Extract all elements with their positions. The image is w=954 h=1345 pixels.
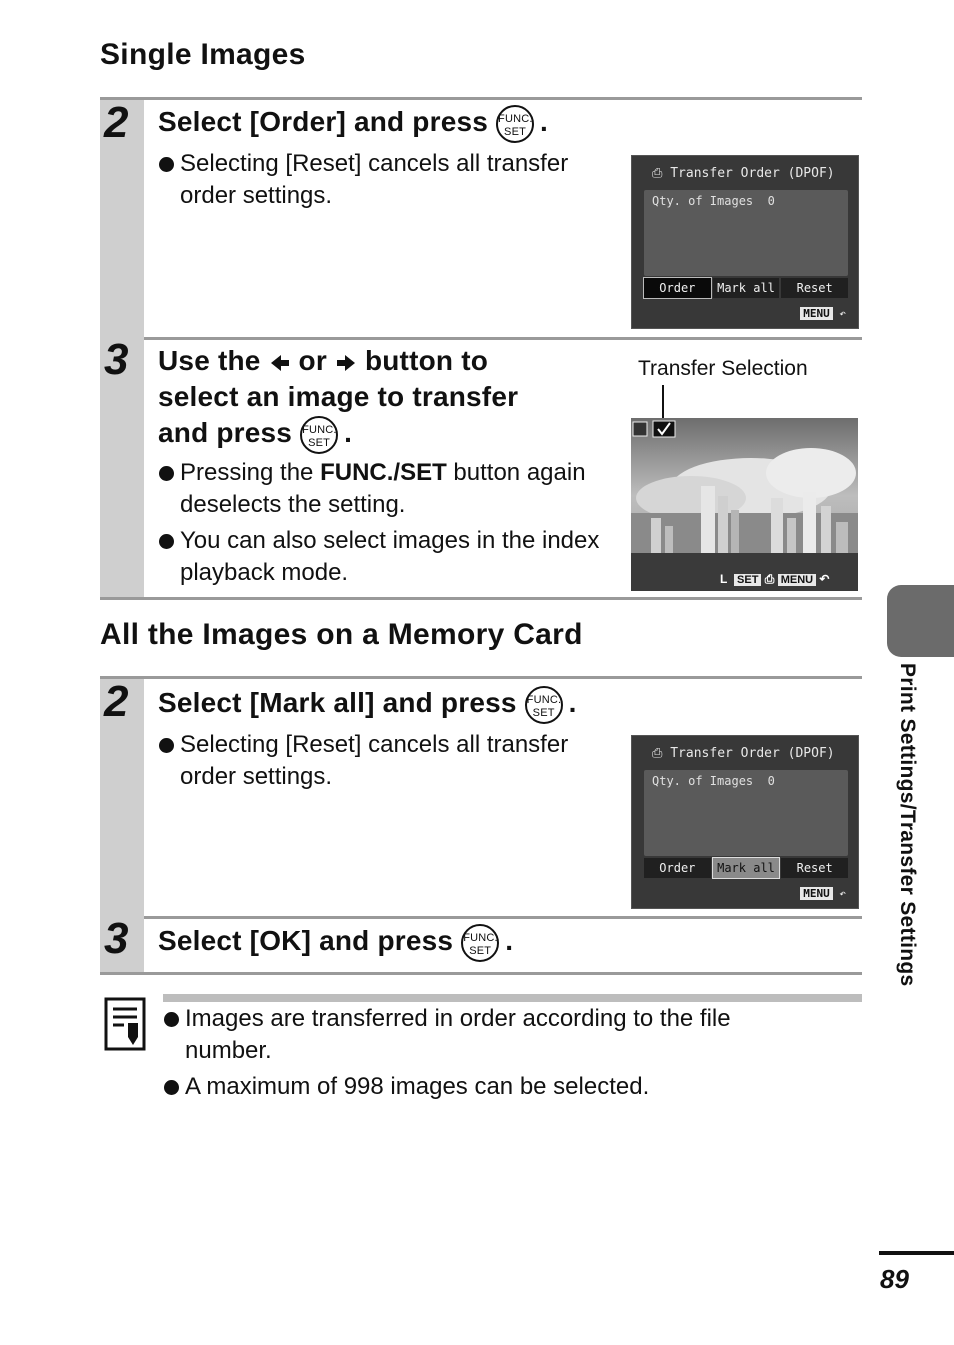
- bullet-dot: [164, 1012, 179, 1027]
- func-set-icon: FUNC. SET: [496, 105, 534, 143]
- side-tab: [887, 585, 954, 657]
- city-skyline-photo: [631, 418, 858, 591]
- right-arrow-icon: [335, 352, 357, 374]
- image-size-label: L: [720, 572, 728, 586]
- bullet-item: You can also select images in the index playback mode.: [158, 525, 613, 589]
- bullet-list: [158, 457, 613, 593]
- lcd-panel: [644, 770, 848, 856]
- lcd-button-reset: Reset: [781, 278, 848, 298]
- page-number: 89: [880, 1264, 909, 1294]
- step-number: 2: [104, 98, 129, 147]
- bullet-list: [158, 148, 608, 216]
- bullet-dot: [159, 466, 174, 481]
- lcd-button-order: Order: [644, 858, 711, 878]
- camera-lcd-transfer-order: [631, 155, 859, 329]
- lcd-panel: [644, 190, 848, 276]
- return-icon: ↶: [839, 307, 846, 320]
- lcd-qty: Qty. of Images 0: [652, 774, 775, 788]
- step-heading: Use the or button to select an image to transfer and press FUNC. SET .: [158, 343, 628, 454]
- step-heading: Select [OK] and press FUNC. SET .: [158, 923, 513, 962]
- step-heading-text: Select [Order] and press: [158, 106, 489, 137]
- bullet-item: Selecting [Reset] cancels all transfer order settings.: [158, 148, 608, 212]
- step-2-mark-all: [100, 676, 862, 919]
- lcd-qty: Qty. of Images 0: [652, 194, 775, 208]
- lcd-button-mark-all: Mark all: [713, 858, 780, 878]
- step-3-select-image: [100, 337, 862, 600]
- step-number-column: [100, 916, 144, 972]
- step-number: 2: [104, 677, 129, 726]
- step-heading: Select [Mark all] and press FUNC. SET .: [158, 685, 577, 724]
- bullet-dot: [159, 738, 174, 753]
- lcd-button-mark-all: Mark all: [713, 278, 780, 298]
- step-2-order: [100, 97, 862, 340]
- bullet-item: Selecting [Reset] cancels all transfer order settings.: [158, 729, 608, 793]
- func-set-icon: FUNC. SET: [525, 686, 563, 724]
- func-set-icon: FUNC. SET: [300, 416, 338, 454]
- return-icon: ↶: [839, 887, 846, 900]
- heading-period: .: [540, 106, 549, 137]
- lcd-title: ⎙ Transfer Order (DPOF): [652, 746, 835, 761]
- step-number-column: [100, 100, 144, 337]
- callout-label: Transfer Selection: [638, 357, 808, 380]
- func-set-icon: FUNC. SET: [461, 924, 499, 962]
- bullet-dot: [159, 157, 174, 172]
- lcd-button-reset: Reset: [781, 858, 848, 878]
- section-title-memory-card: All the Images on a Memory Card: [100, 618, 583, 651]
- lcd-menu-row: MENU ↶: [800, 307, 846, 320]
- bullet-dot: [159, 534, 174, 549]
- notes-bar: [163, 994, 862, 1002]
- step-3-select-ok: [100, 916, 862, 975]
- note-item: Images are transferred in order according to the file number.: [163, 1003, 803, 1067]
- lcd-buttons: [644, 858, 848, 878]
- side-label: Print Settings/Transfer Settings: [896, 663, 919, 987]
- memo-icon: [104, 997, 148, 1053]
- notes-list: [163, 1003, 803, 1107]
- step-number: 3: [104, 335, 129, 384]
- step-number-column: [100, 679, 144, 916]
- page-rule: [879, 1251, 954, 1255]
- bullet-item: Pressing the FUNC./SET button again deselects the setting.: [158, 457, 613, 521]
- section-title-single-images: Single Images: [100, 38, 306, 71]
- camera-lcd-transfer-order: [631, 735, 859, 909]
- lcd-title: ⎙ Transfer Order (DPOF): [652, 166, 835, 181]
- left-arrow-icon: [269, 352, 291, 374]
- step-heading: [158, 104, 548, 143]
- bullet-list: [158, 729, 608, 797]
- lcd-menu-row: MENU ↶: [800, 887, 846, 900]
- note-item: A maximum of 998 images can be selected.: [163, 1071, 803, 1103]
- bullet-dot: [164, 1080, 179, 1095]
- lcd-button-order: Order: [644, 278, 711, 298]
- step-number: 3: [104, 914, 129, 963]
- photo-overlay-row: L SET ⎙ MENU ↶: [720, 572, 830, 586]
- lcd-buttons: [644, 278, 848, 298]
- step-number-column: [100, 337, 144, 597]
